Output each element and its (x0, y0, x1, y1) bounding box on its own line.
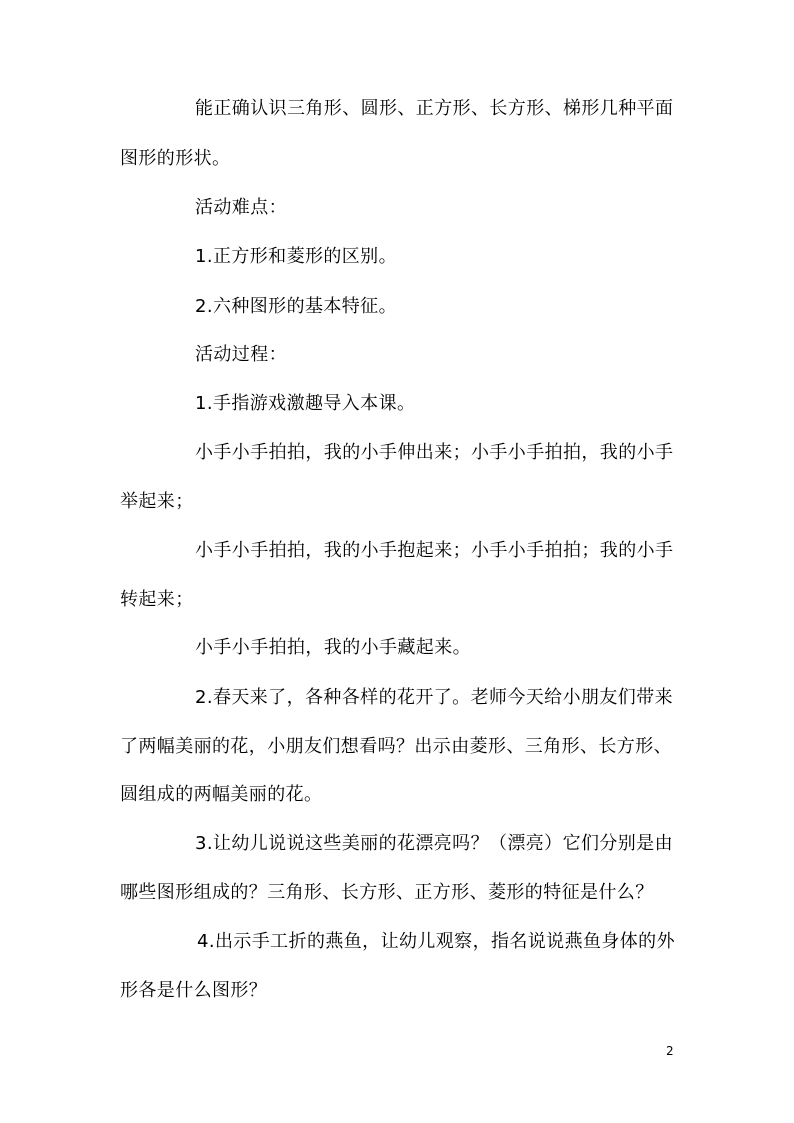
rhyme-line-3: 小手小手拍拍，我的小手藏起来。 (195, 637, 471, 658)
list-item-2: 2.六种图形的基本特征。 (195, 296, 397, 317)
list-item-1: 1.正方形和菱形的区别。 (195, 246, 397, 267)
step-1: 1.手指游戏激趣导入本课。 (195, 393, 416, 414)
step-2: 2.春天来了，各种各样的花开了。老师今天给小朋友们带来 (195, 687, 673, 708)
step-4-cont: 形各是什么图形？ (120, 980, 268, 1001)
step-2-cont-1: 了两幅美丽的花，小朋友们想看吗？出示由菱形、三角形、长方形、 (120, 736, 672, 757)
heading-activity-process: 活动过程： (195, 344, 287, 365)
step-4: 4.出示手工折的燕鱼，让幼儿观察，指名说说燕鱼身体的外 (197, 931, 675, 952)
paragraph-line-1: 能正确认识三角形、圆形、正方形、长方形、梯形几种平面 (195, 98, 674, 119)
rhyme-line-1: 小手小手拍拍，我的小手伸出来；小手小手拍拍，我的小手 (195, 442, 674, 463)
page-number: 2 (666, 1044, 674, 1058)
rhyme-line-2: 小手小手拍拍，我的小手抱起来；小手小手拍拍；我的小手 (195, 540, 674, 561)
heading-activity-difficulty: 活动难点： (195, 197, 287, 218)
rhyme-line-1-cont: 举起来； (120, 491, 194, 512)
paragraph-line-2: 图形的形状。 (120, 148, 231, 169)
step-3-cont: 哪些图形组成的？三角形、长方形、正方形、菱形的特征是什么？ (120, 882, 654, 903)
step-2-cont-2: 圆组成的两幅美丽的花。 (120, 784, 323, 805)
step-3: 3.让幼儿说说这些美丽的花漂亮吗？（漂亮）它们分别是由 (195, 833, 673, 854)
rhyme-line-2-cont: 转起来； (120, 589, 194, 610)
